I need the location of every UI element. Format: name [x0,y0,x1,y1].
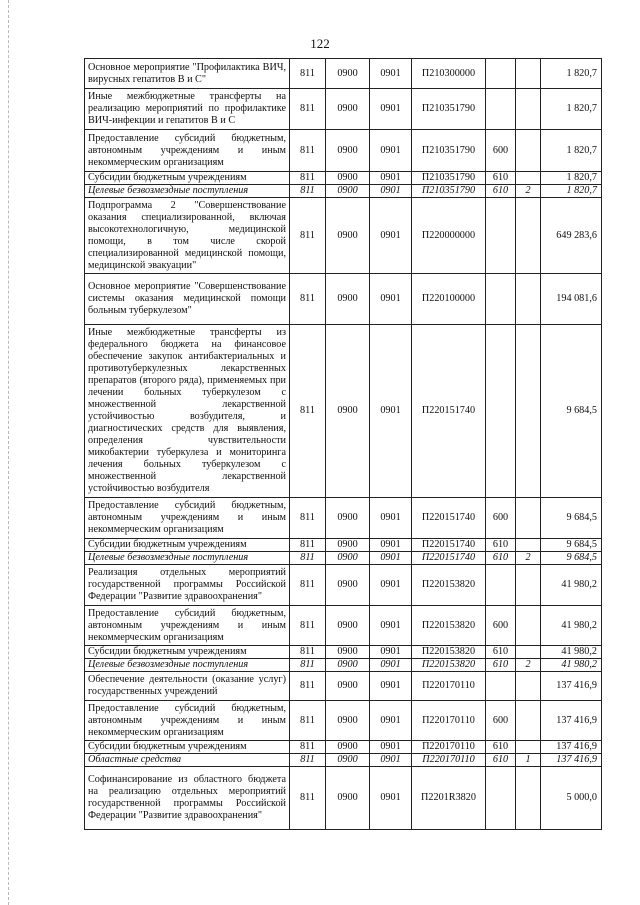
row-section-code: 0900 [326,659,370,672]
row-expense-type-code [486,672,516,701]
row-subsection-code: 0901 [370,498,412,539]
row-target-article-code: П210300000 [412,59,486,89]
row-grbs-code: 811 [290,741,326,754]
row-name: Софинансирование из областного бюджета на реализацию отдельных мероприятий государственной программы Российской Федерации "Развитие здравоохранения" [85,767,290,830]
table-row [85,498,602,539]
row-funding-source-code [516,767,541,830]
row-subsection-code: 0901 [370,767,412,830]
row-subsection-code: 0901 [370,325,412,498]
row-subsection-code: 0901 [370,185,412,198]
row-grbs-code: 811 [290,646,326,659]
row-expense-type-code: 610 [486,185,516,198]
row-funding-source-code [516,198,541,274]
row-grbs-code: 811 [290,767,326,830]
row-amount: 137 416,9 [541,701,602,741]
row-grbs-code: 811 [290,754,326,767]
row-amount: 41 980,2 [541,565,602,606]
table-row [85,659,602,672]
row-name: Целевые безвозмездные поступления [85,659,290,672]
row-funding-source-code: 2 [516,659,541,672]
row-target-article-code: П220151740 [412,325,486,498]
row-target-article-code: П220170110 [412,701,486,741]
row-target-article-code: П220153820 [412,646,486,659]
row-name: Целевые безвозмездные поступления [85,552,290,565]
table-row [85,646,602,659]
row-funding-source-code [516,646,541,659]
row-subsection-code: 0901 [370,172,412,185]
row-funding-source-code [516,606,541,646]
row-name: Основное мероприятие "Совершенствование системы оказания медицинской помощи больным туберкулезом" [85,274,290,325]
row-section-code: 0900 [326,198,370,274]
row-subsection-code: 0901 [370,659,412,672]
row-amount: 41 980,2 [541,606,602,646]
row-expense-type-code: 610 [486,741,516,754]
row-section-code: 0900 [326,89,370,130]
row-subsection-code: 0901 [370,672,412,701]
row-amount: 1 820,7 [541,89,602,130]
row-section-code: 0900 [326,552,370,565]
row-target-article-code: П220153820 [412,606,486,646]
row-grbs-code: 811 [290,59,326,89]
row-grbs-code: 811 [290,89,326,130]
row-section-code: 0900 [326,274,370,325]
row-grbs-code: 811 [290,325,326,498]
table-row [85,172,602,185]
row-target-article-code: П220151740 [412,498,486,539]
table-row [85,274,602,325]
page-number: 122 [310,36,330,51]
row-section-code: 0900 [326,59,370,89]
row-section-code: 0900 [326,672,370,701]
row-section-code: 0900 [326,767,370,830]
row-grbs-code: 811 [290,274,326,325]
row-funding-source-code [516,130,541,172]
row-amount: 41 980,2 [541,646,602,659]
row-name: Основное мероприятие "Профилактика ВИЧ, вирусных гепатитов В и С" [85,59,290,89]
row-expense-type-code [486,274,516,325]
row-target-article-code: П220151740 [412,539,486,552]
row-funding-source-code [516,701,541,741]
row-name: Субсидии бюджетным учреждениям [85,741,290,754]
row-expense-type-code: 600 [486,130,516,172]
row-subsection-code: 0901 [370,274,412,325]
row-section-code: 0900 [326,172,370,185]
row-amount: 9 684,5 [541,552,602,565]
row-expense-type-code: 610 [486,754,516,767]
row-section-code: 0900 [326,741,370,754]
row-amount: 137 416,9 [541,754,602,767]
row-name: Реализация отдельных мероприятий государственной программы Российской Федерации "Развитие здравоохранения" [85,565,290,606]
row-amount: 137 416,9 [541,672,602,701]
row-subsection-code: 0901 [370,701,412,741]
row-section-code: 0900 [326,498,370,539]
row-expense-type-code: 610 [486,552,516,565]
row-funding-source-code [516,89,541,130]
row-target-article-code: П220170110 [412,672,486,701]
row-expense-type-code [486,59,516,89]
row-grbs-code: 811 [290,659,326,672]
row-section-code: 0900 [326,325,370,498]
row-funding-source-code: 1 [516,754,541,767]
row-target-article-code: П220000000 [412,198,486,274]
row-amount: 9 684,5 [541,539,602,552]
row-expense-type-code [486,89,516,130]
row-target-article-code: П220170110 [412,741,486,754]
row-amount: 41 980,2 [541,659,602,672]
row-subsection-code: 0901 [370,59,412,89]
row-target-article-code: П220153820 [412,565,486,606]
row-funding-source-code [516,539,541,552]
row-expense-type-code: 600 [486,498,516,539]
table-row [85,539,602,552]
row-expense-type-code: 600 [486,606,516,646]
table-row [85,701,602,741]
table-row [85,59,602,89]
row-amount: 137 416,9 [541,741,602,754]
table-row [85,198,602,274]
row-funding-source-code [516,172,541,185]
row-grbs-code: 811 [290,130,326,172]
row-grbs-code: 811 [290,565,326,606]
row-subsection-code: 0901 [370,130,412,172]
row-section-code: 0900 [326,754,370,767]
table-row [85,130,602,172]
table-row [85,767,602,830]
row-funding-source-code [516,741,541,754]
row-grbs-code: 811 [290,172,326,185]
row-funding-source-code [516,565,541,606]
table-row [85,741,602,754]
row-expense-type-code: 600 [486,701,516,741]
table-row [85,325,602,498]
row-amount: 1 820,7 [541,185,602,198]
row-target-article-code: П210351790 [412,185,486,198]
row-expense-type-code: 610 [486,659,516,672]
row-grbs-code: 811 [290,498,326,539]
row-section-code: 0900 [326,701,370,741]
row-expense-type-code [486,767,516,830]
row-target-article-code: П210351790 [412,130,486,172]
row-name: Субсидии бюджетным учреждениям [85,646,290,659]
row-subsection-code: 0901 [370,646,412,659]
row-amount: 1 820,7 [541,59,602,89]
budget-table-body [85,59,602,830]
row-name: Субсидии бюджетным учреждениям [85,172,290,185]
row-grbs-code: 811 [290,701,326,741]
row-expense-type-code [486,198,516,274]
row-name: Предоставление субсидий бюджетным, автономным учреждениям и иным некоммерческим организациям [85,606,290,646]
table-row [85,565,602,606]
row-amount: 649 283,6 [541,198,602,274]
row-section-code: 0900 [326,606,370,646]
row-expense-type-code: 610 [486,172,516,185]
row-name: Предоставление субсидий бюджетным, автономным учреждениям и иным некоммерческим организациям [85,498,290,539]
row-name: Областные средства [85,754,290,767]
row-section-code: 0900 [326,646,370,659]
row-subsection-code: 0901 [370,539,412,552]
row-name: Целевые безвозмездные поступления [85,185,290,198]
row-section-code: 0900 [326,539,370,552]
row-grbs-code: 811 [290,672,326,701]
row-funding-source-code [516,325,541,498]
row-section-code: 0900 [326,185,370,198]
row-target-article-code: П2201R3820 [412,767,486,830]
row-amount: 9 684,5 [541,498,602,539]
table-row [85,185,602,198]
row-subsection-code: 0901 [370,754,412,767]
row-name: Подпрограмма 2 "Совершенствование оказания специализированной, включая высокотехнологичную, медицинской помощи, в том числе скорой специализированной медицинской помощи, медицинской эвакуации" [85,198,290,274]
row-funding-source-code [516,672,541,701]
row-section-code: 0900 [326,565,370,606]
row-target-article-code: П220170110 [412,754,486,767]
row-name: Субсидии бюджетным учреждениям [85,539,290,552]
row-funding-source-code [516,498,541,539]
row-subsection-code: 0901 [370,552,412,565]
row-name: Предоставление субсидий бюджетным, автономным учреждениям и иным некоммерческим организациям [85,701,290,741]
row-amount: 9 684,5 [541,325,602,498]
row-amount: 5 000,0 [541,767,602,830]
row-grbs-code: 811 [290,606,326,646]
row-funding-source-code [516,59,541,89]
binding-margin-line [8,0,10,905]
budget-table [84,58,602,830]
row-name: Обеспечение деятельности (оказание услуг) государственных учреждений [85,672,290,701]
row-funding-source-code: 2 [516,552,541,565]
row-funding-source-code: 2 [516,185,541,198]
row-subsection-code: 0901 [370,89,412,130]
table-row [85,552,602,565]
row-grbs-code: 811 [290,539,326,552]
table-row [85,672,602,701]
row-expense-type-code [486,565,516,606]
row-grbs-code: 811 [290,185,326,198]
row-target-article-code: П210351790 [412,172,486,185]
row-target-article-code: П210351790 [412,89,486,130]
table-row [85,89,602,130]
row-amount: 1 820,7 [541,172,602,185]
row-expense-type-code: 610 [486,646,516,659]
row-section-code: 0900 [326,130,370,172]
row-target-article-code: П220153820 [412,659,486,672]
row-grbs-code: 811 [290,198,326,274]
row-subsection-code: 0901 [370,741,412,754]
row-amount: 1 820,7 [541,130,602,172]
row-name: Иные межбюджетные трансферты из федерального бюджета на финансовое обеспечение закупок антибактериальных и противотуберкулезных лекарственных препаратов (второго ряда), применяемых при лечении больных туберкулезом с множественной лекарственной устойчивостью возбудителя, и диагностических средств для выявления, определения чувствительности микобактерии туберкулеза и мониторинга лечения больных туберкулезом с множественной лекарственной устойчивостью возбудителя [85,325,290,498]
row-subsection-code: 0901 [370,606,412,646]
table-row [85,754,602,767]
row-target-article-code: П220151740 [412,552,486,565]
row-expense-type-code: 610 [486,539,516,552]
row-name: Предоставление субсидий бюджетным, автономным учреждениям и иным некоммерческим организациям [85,130,290,172]
row-name: Иные межбюджетные трансферты на реализацию мероприятий по профилактике ВИЧ-инфекции и гепатитов В и С [85,89,290,130]
row-funding-source-code [516,274,541,325]
row-expense-type-code [486,325,516,498]
table-row [85,606,602,646]
row-target-article-code: П220100000 [412,274,486,325]
row-grbs-code: 811 [290,552,326,565]
row-subsection-code: 0901 [370,565,412,606]
row-amount: 194 081,6 [541,274,602,325]
row-subsection-code: 0901 [370,198,412,274]
